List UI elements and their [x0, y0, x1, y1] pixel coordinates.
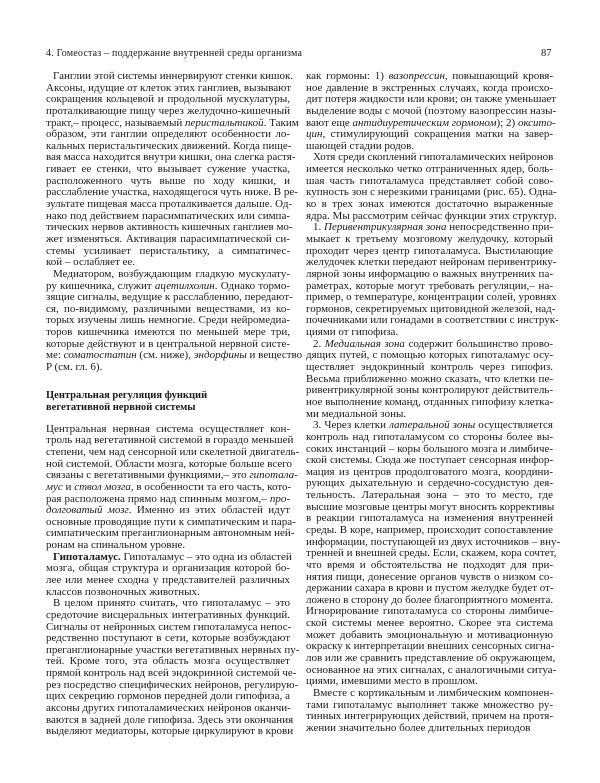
text-run: циями, имевшими место в прошлом. [306, 675, 478, 688]
text-run: вая масса находится внутри кишки, она слегка растя- [46, 151, 296, 164]
text-run: , повышающий кровя- [444, 70, 553, 82]
paragraph [306, 70, 557, 152]
paragraph [306, 419, 561, 688]
italic-term: мус [46, 480, 63, 493]
text-run: ядра. Мы рассмотрим сейчас функции этих структур. [306, 209, 557, 222]
text-run: которые действуют и в центральной нервной систе- [46, 337, 290, 350]
text-run: аксоны других гипоталамических нейронов оканчи- [46, 702, 291, 715]
text-run: , стимулирующий сокращения матки на завер- [322, 128, 553, 141]
text-run: ложено в сторону до более благоприятного момента. [306, 593, 554, 606]
text-run: тельность. Латеральная зона – это то место, где [306, 489, 553, 502]
text-run: лярной зоны информацию о важных внутренних па- [306, 267, 553, 280]
paragraph [46, 552, 290, 599]
text-run: жет изменяться. Активация парасимпатической си- [46, 232, 290, 245]
text-run: жении значительно более длительных периодов [306, 721, 531, 734]
text-run: В целом принято считать, что гипоталамус – это [53, 597, 290, 610]
text-run: мозга, общая структура и организация которой бо- [46, 562, 290, 575]
text-run: рующих дыхательную и сердечно-сосудистую дея- [306, 477, 553, 490]
paragraph [46, 70, 299, 269]
text-run: тами гипоталамус выполняет также множество ру- [306, 698, 553, 711]
right-column [306, 70, 561, 735]
text-run: ); 2) [496, 116, 518, 129]
text-run: . Таким [263, 116, 299, 129]
section-heading [46, 390, 290, 414]
text-run: дящих путей, с помощью которых гипоталамус осу- [306, 349, 553, 362]
text-run: высшие мозговые центры могут вносить коррективы [306, 500, 555, 513]
text-run: Ганглии этой системы иннервируют стенки кишок. [53, 70, 294, 82]
text-run: Весьма приближенно можно сказать, что клетки пе- [306, 372, 553, 385]
text-run: соких инстанций – коры большого мозга и лимбиче- [306, 442, 553, 455]
text-run: держании сахара в крови и пустом желудке будет от- [306, 582, 554, 595]
text-run: среды. В коре, например, происходит сопоставление [306, 523, 553, 536]
text-run: гивает ее стенки, что вызывает сужение участка, [46, 163, 290, 176]
text-run: вегетативной нервной системы [46, 401, 196, 413]
italic-term: соматостатин [63, 349, 137, 362]
text-run: ронам на спинальном уровне. [46, 539, 186, 552]
text-run: P (см. гл. 6). [46, 361, 103, 374]
text-line [46, 725, 294, 738]
text-run: образом, эти ганглии определяют особенности ло- [46, 128, 290, 141]
paragraph [306, 221, 559, 339]
text-run: в реакции гипоталамуса на изменения внутренней [306, 512, 553, 525]
text-run: шая часть гипоталамуса представляет собой сово- [306, 174, 553, 187]
text-run: раметрах, которые могут требовать регуляции,– на- [306, 279, 553, 292]
text-run: ваются в задней доле гипофиза. Здесь эти окончания [46, 713, 294, 726]
text-run: стемы усиливает перистальтику, а симпатичес- [46, 244, 290, 257]
text-run: . Именно из этих областей идут [128, 504, 290, 517]
paragraph [46, 597, 300, 738]
running-title: 4. Гомеостаз – поддержание внутренней среды организма [46, 48, 303, 59]
text-line [46, 362, 290, 374]
text-run: ной системой. Области мозга, которые больше всего [46, 457, 293, 470]
text-run: Игнорирование гипоталамуса со стороны лимбиче- [306, 605, 553, 618]
text-run: что время и обстоятельства не подходят для при- [306, 558, 553, 571]
italic-term: долговатый мозг [46, 504, 129, 517]
italic-term: антидиуретическим гормоном [352, 116, 497, 129]
text-run: мация из центров продолговатого мозга, координи- [306, 465, 553, 478]
text-run: расположенного чуть выше по ходу кишки, и [46, 174, 290, 187]
text-run: контроль над гипоталамусом со стороны более вы- [306, 430, 553, 443]
bold-term: Гипоталамус. [53, 550, 121, 563]
left-column [46, 70, 303, 738]
text-run: ской системы менее вероятно. Скорее эта система [306, 617, 553, 630]
paragraph [46, 267, 303, 374]
text-run: симпатическим преганглионарным автономным ней- [46, 527, 295, 540]
text-run: , в особенности та его часть, кото- [130, 480, 292, 493]
text-run: и [62, 480, 75, 493]
text-run: торых изучены лишь немногие. Среди нейромедиа- [46, 314, 290, 327]
text-run: торов кишечника имеются по меньшей мере три, [46, 326, 290, 339]
text-run: окраску к интерпретации внешних сенсорных сигна- [306, 640, 555, 653]
text-run: тренней и внешней среды. Если, скажем, кора сочтет, [306, 547, 557, 560]
text-run: средоточие висцеральных интегративных функций. [46, 608, 290, 621]
text-run: основные проводящие пути к симпатическим и пара- [46, 515, 296, 528]
text-run: может добавить эмоциональную и мотивационную [306, 628, 553, 641]
text-run: Гипоталамус – это одна из областей [120, 550, 292, 563]
paragraph [306, 688, 553, 735]
text-run: Аксоны, идущие от клеток этих ганглиев, вызывают [46, 81, 292, 94]
text-run: ру кишечника, служит [46, 279, 155, 292]
text-run: ми медиальной зоны. [306, 407, 407, 420]
text-line [46, 390, 290, 402]
text-run: кой – ослабляет ее. [46, 256, 136, 269]
text-run: ской системы. Сюда же поступает сенсорная инфор- [306, 454, 553, 467]
text-run: тинных интегрирующих действий, причем на протя- [306, 710, 553, 723]
text-run: связаны с вегетативными функциями,– это [46, 469, 250, 482]
text-run: 1. [313, 221, 324, 234]
text-run: выделение воды с мочой (поэтому вазопрессин назы- [306, 104, 557, 117]
text-run: 3. Через клетки [313, 419, 390, 432]
text-run: ное выполнение команд, отданных гипофизу клетка- [306, 395, 553, 408]
text-run: 2. [313, 337, 325, 350]
paragraph [306, 339, 553, 420]
text-run: нако под действием парасимпатических или симпа- [46, 209, 290, 222]
text-run: ся, по-видимому, различными веществами, из ко- [46, 302, 290, 315]
text-run: сокращения кольцевой и продольной мускулатуры, [46, 93, 290, 106]
italic-term: гипотала- [249, 469, 298, 482]
text-run: почечниками или гонадами в соответствии с инструк- [306, 314, 559, 327]
text-run: тракт,– процесс, называемый [46, 116, 186, 129]
text-run: нятия пищи, донесение органов чувств о низком со- [306, 570, 553, 583]
italic-term: вазопрессин [388, 70, 445, 82]
text-run: щих секрецию гормонов передней доли гипофиза, а [46, 690, 290, 703]
text-run: классов позвоночных животных. [46, 585, 200, 598]
text-run: мыкает к третьему мозговому желудочку, который [306, 232, 553, 245]
text-run: Центральная регуляция функций [46, 389, 208, 401]
text-run: Сигналы от нейронных систем гипоталамуса непос- [46, 620, 292, 633]
text-run: ме: [46, 349, 64, 362]
text-line [46, 402, 290, 414]
text-run: тей. Кроме того, эта область мозга осуществляет [46, 655, 290, 668]
text-run: гормонов, секретируемых щитовидной железой, над- [306, 302, 556, 315]
text-run: и вещество [246, 349, 303, 362]
text-run: имеется несколько четко отграниченных ядер, боль- [306, 163, 553, 176]
text-run: проходит через центр гипоталамуса. Выстилающие [306, 244, 553, 257]
text-run: рез посредство специфических нейронов, регулирую- [46, 678, 299, 691]
italic-term: цин [306, 128, 323, 141]
italic-term: Перивентрикулярная зона [324, 221, 447, 234]
text-run: пример, о температуре, концентрации солей, уровнях [306, 291, 557, 304]
text-run: циями от гипофиза. [306, 326, 399, 339]
text-run: рая расположена прямо над спинным мозгом,– [46, 492, 270, 505]
text-run: осуществляется [475, 419, 553, 432]
italic-term: ацетилхолин [154, 279, 215, 292]
text-run: проталкивающие пищу через желудочно-кишечный [46, 104, 290, 117]
text-run: тических нервов активность кишечных ганглиев мо- [46, 221, 293, 234]
text-run: Медиатором, возбуждающим гладкую мускулату- [53, 267, 290, 280]
text-run: лов или же сравнить представление об окружающем, [306, 652, 556, 665]
italic-term: перистальтикой [185, 116, 264, 129]
text-run: редственно поступают в сети, которые возбуждают [46, 632, 290, 645]
italic-term: ствол мозга [74, 480, 131, 493]
text-run: ществляет эндокринный контроль через гипофиз. [306, 361, 553, 374]
text-run: кальных перистальтических движений. Когда пище- [46, 139, 292, 152]
text-run: как гормоны: 1) [306, 70, 389, 82]
italic-term: латеральной зоны [389, 419, 476, 432]
text-run: зящие сигналы, ведущие к расслаблению, передают- [46, 291, 293, 304]
paragraph [46, 422, 300, 552]
text-run: ное давление в экстренных случаях, когда происхо- [306, 81, 553, 94]
text-run: лее или менее сходна у представителей различных [46, 573, 290, 586]
text-run: дит потеря жидкости или крови; он также уменьшает [306, 93, 557, 106]
italic-term: оксито- [517, 116, 556, 129]
italic-term: Медиальная зона [324, 337, 405, 350]
text-run: ко в трех зонах имеются достаточно выраженные [306, 198, 553, 211]
page-number: 87 [541, 48, 552, 59]
text-run: выделяют медиаторы, которые циркулируют в крови [46, 725, 294, 738]
text-run: преганглионарные участки вегетативных нервных пу- [46, 643, 300, 656]
text-run: зультате пищевая масса проталкивается дальше. Од- [46, 198, 293, 211]
italic-term: про- [269, 492, 290, 505]
text-run: основанное на этих сигналах, с аналогичными ситуа- [306, 663, 557, 676]
italic-term: эндорфины [193, 349, 247, 362]
text-line [306, 723, 553, 735]
text-run: вают еще [306, 116, 353, 129]
text-run: прямой контроль над всей эндокринной системой че- [46, 667, 297, 680]
text-run: Хотя среди скоплений гипоталамических нейронов [313, 151, 554, 164]
text-run: купность зон с нерезкими границами (рис. 65). Одна- [306, 186, 557, 199]
text-run: (см. ниже), [136, 349, 194, 362]
text-run: непосредственно при- [446, 221, 554, 234]
text-run: шающей стадии родов. [306, 139, 415, 152]
text-run: расслабление участка, находящегося чуть ниже. В ре- [46, 186, 298, 199]
text-run: желудочек клетки передают нейронам перивентрику- [306, 256, 557, 269]
text-run: троль над вегетативной системой в гораздо меньшей [46, 434, 294, 447]
text-run: степени, чем над сенсорной или скелетной двигатель- [46, 445, 300, 458]
text-run: информации, поступающей из двух источников – вну- [306, 535, 561, 548]
text-run: . Однако тормо- [214, 279, 290, 292]
text-run: ривентрикулярной зоны контролируют действитель- [306, 384, 553, 397]
text-run: Центральная нервная система осуществляет кон- [46, 422, 290, 435]
text-run: содержит большинство прово- [404, 337, 553, 350]
paragraph [306, 151, 557, 222]
text-run: Вместе с кортикальным и лимбическим компонен- [313, 686, 553, 699]
